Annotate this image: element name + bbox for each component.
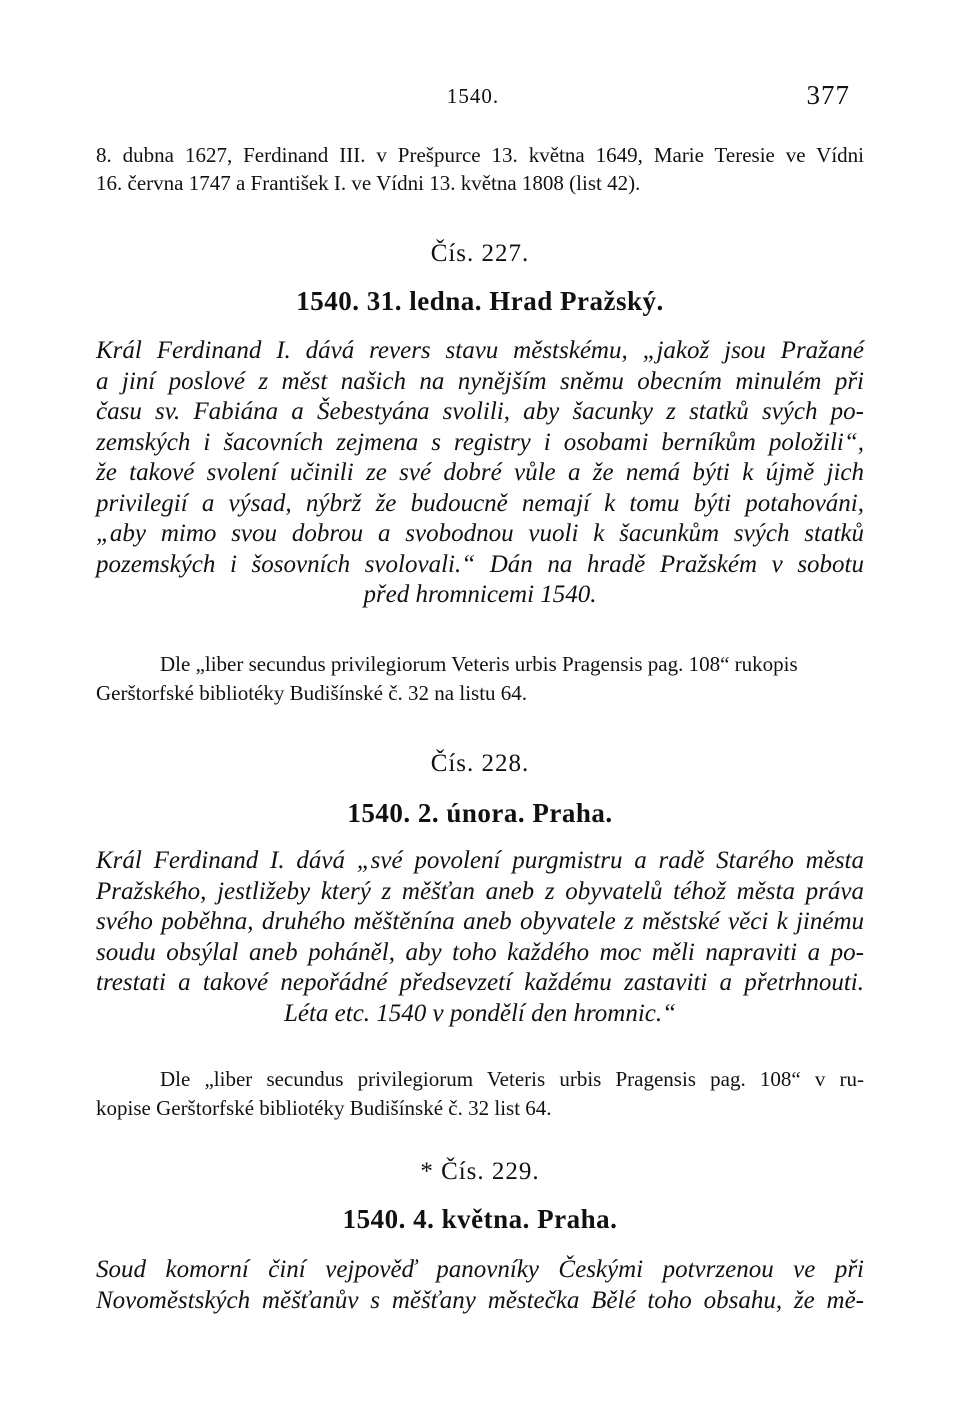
text-line: 16. června 1747 a František I. ve Vídni 13. května 1808 (list 42). <box>96 171 641 195</box>
intro-paragraph <box>96 141 864 197</box>
regest-line: času sv. Fabiána a Šebestyána svolili, aby šacunky z statků svých po- <box>96 398 864 425</box>
entry-heading: 1540. 31. ledna. Hrad Pražský. <box>296 286 664 316</box>
regest-line: Léta etc. 1540 v pondělí den hromnic.“ <box>283 999 677 1027</box>
regest-line: Král Ferdinand I. dává „své povolení purgmistru a radě Starého města <box>96 847 864 874</box>
source-note <box>96 650 864 708</box>
regest-text <box>96 1255 864 1316</box>
regest-line: a jiní poslové z měst našich na nynějším sněmu obecním minulém při <box>96 367 864 395</box>
source-note <box>96 1065 864 1123</box>
entry-heading: 1540. 4. května. Praha. <box>342 1204 618 1234</box>
regest-line: Pražského, jestližeby který z měšťan aneb z obyvatelů téhož města práva <box>96 877 864 905</box>
running-head: 1540. <box>446 84 500 108</box>
note-line: Gerštorfské bibliotéky Budišínské č. 32 na listu 64. <box>96 681 528 705</box>
entry-heading: 1540. 2. února. Praha. <box>347 798 613 828</box>
regest-line: svého poběhna, druhého měštěnína aneb obyvatele z městské věci k jinému <box>96 908 864 935</box>
regest-text <box>96 846 864 1029</box>
regest-line: privilegií a výsad, nýbrž že budoucně nemají k tomu býti potahováni, <box>96 489 864 517</box>
entry-number: Čís. 227. <box>430 240 530 267</box>
regest-line: pozemských i šosovních svolovali.“ Dán na hradě Pražském v sobotu <box>96 550 864 578</box>
regest-line: soudu obsýlal aneb poháněl, aby toho každého moc měli napraviti a po- <box>96 938 864 966</box>
entry-number: * Čís. 229. <box>420 1158 540 1185</box>
regest-line: trestati a takové nepořádné předsevzetí každému zastaviti a přetrhnouti. <box>96 969 864 996</box>
regest-line: Novoměstských měšťanův s měšťany městečka Bělé toho obsahu, že mě- <box>96 1286 864 1314</box>
regest-line: před hromnicemi 1540. <box>363 581 597 608</box>
note-line: kopise Gerštorfské bibliotéky Budišínské č. 32 list 64. <box>96 1096 552 1120</box>
text-line: 8. dubna 1627, Ferdinand III. v Prešpurce 13. května 1649, Marie Teresie ve Vídni <box>96 143 864 167</box>
page-header <box>96 80 850 112</box>
note-line: Dle „liber secundus privilegiorum Veteris urbis Pragensis pag. 108“ rukopis <box>160 652 798 676</box>
regest-line: Král Ferdinand I. dává revers stavu městskému, „jakož jsou Pražané <box>96 337 864 364</box>
regest-line: zemských i šacovních zejmena s registry i osobami berníkům položili“, <box>96 428 864 456</box>
page-number: 377 <box>806 80 850 110</box>
regest-line: „aby mimo svou dobrou a svobodnou vuoli k šacunkům svých statků <box>96 520 864 547</box>
regest-line: že takové svolení učinili ze své dobré vůle a že nemá býti k újmě jich <box>96 459 864 486</box>
entry-number: Čís. 228. <box>430 750 530 777</box>
regest-line: Soud komorní činí vejpověď panovníky Českými potvrzenou ve při <box>96 1256 864 1283</box>
note-line: Dle „liber secundus privilegiorum Veteris urbis Pragensis pag. 108“ v ru- <box>160 1067 864 1091</box>
regest-text <box>96 336 864 611</box>
